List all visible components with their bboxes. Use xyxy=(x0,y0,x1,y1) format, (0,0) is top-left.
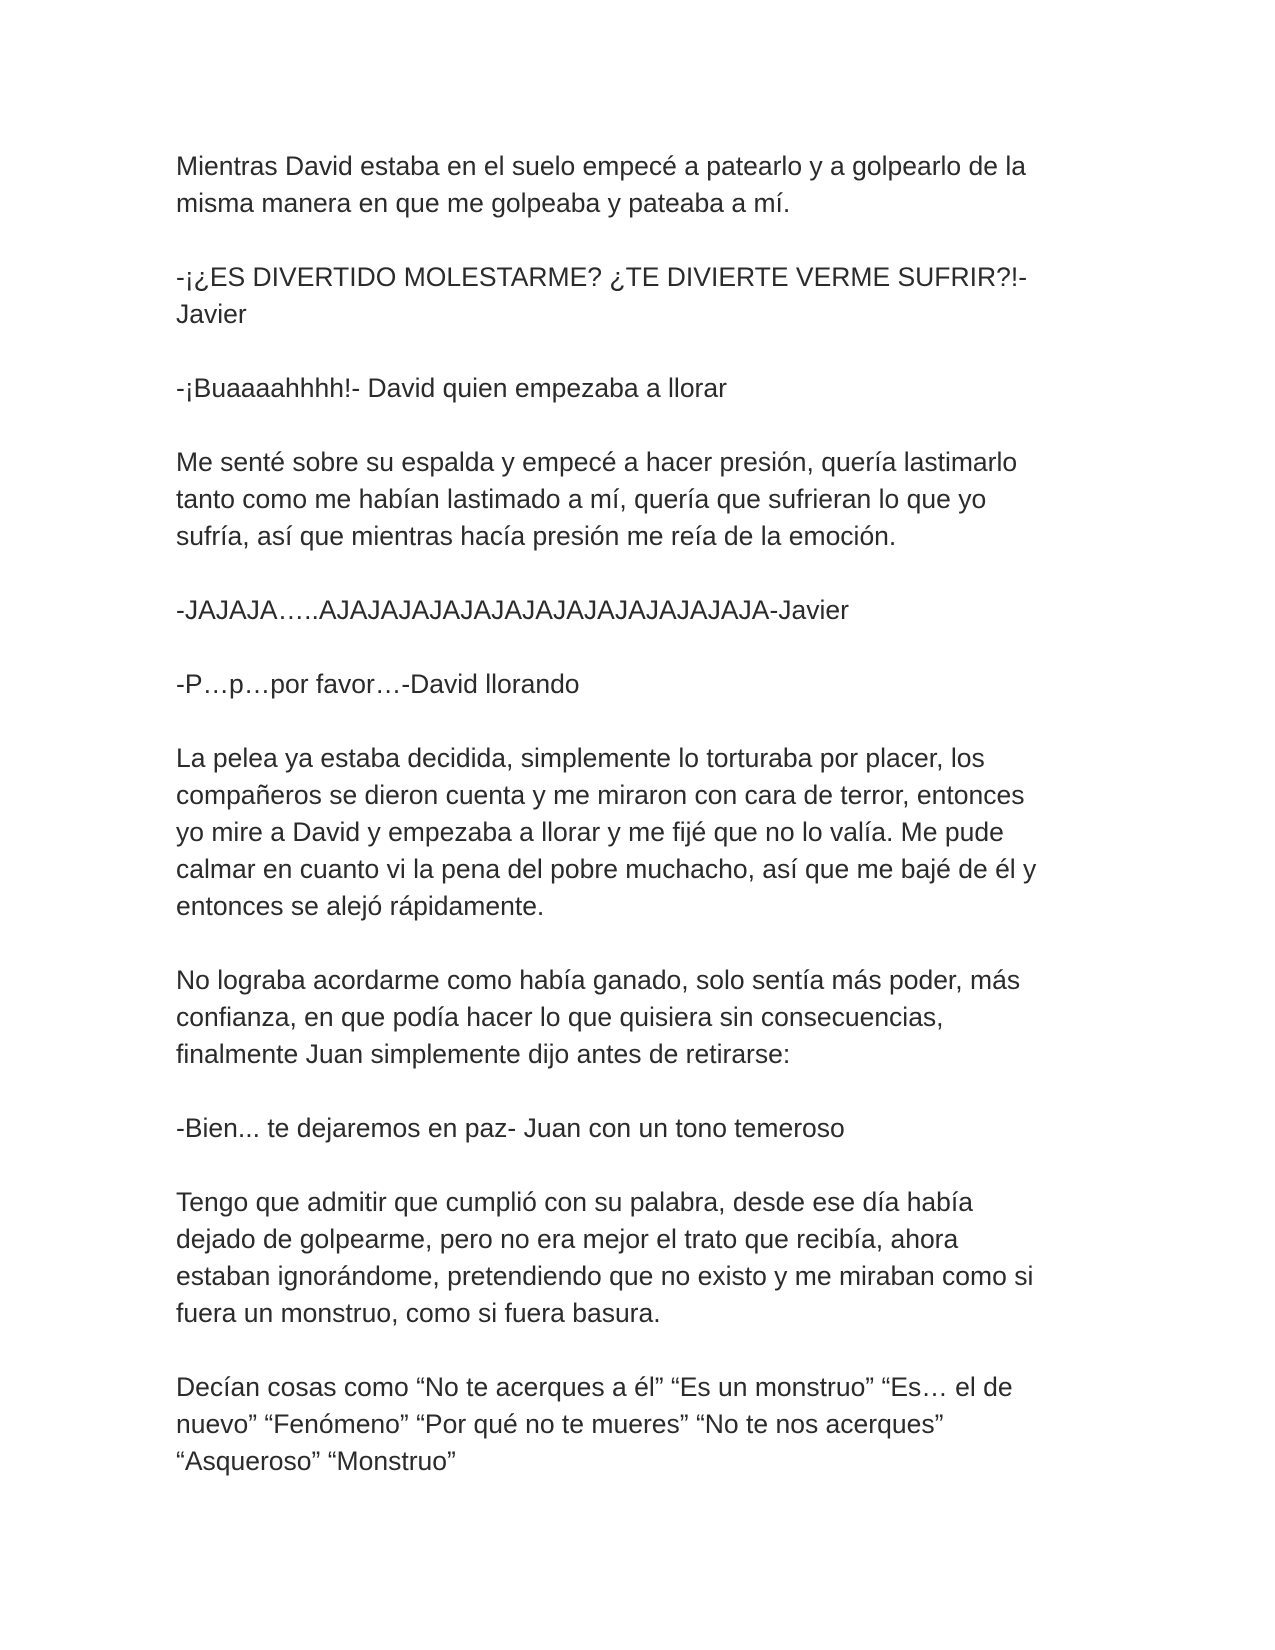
text-line: -¡Buaaaahhhh!- David quien empezaba a llorar xyxy=(176,373,727,403)
text-line: “Asqueroso” “Monstruo” xyxy=(176,1446,456,1476)
text-line: calmar en cuanto vi la pena del pobre muchacho, así que me bajé de él y xyxy=(176,854,1037,884)
text-line: Mientras David estaba en el suelo empecé a patearlo y a golpearlo de la xyxy=(176,151,1026,181)
text-line: yo mire a David y empezaba a llorar y me fijé que no lo valía. Me pude xyxy=(176,817,1004,847)
text-line: Me senté sobre su espalda y empecé a hacer presión, quería lastimarlo xyxy=(176,447,1018,477)
paragraph-9 xyxy=(176,1110,1106,1147)
paragraph-2 xyxy=(176,259,1106,333)
text-line: nuevo” “Fenómeno” “Por qué no te mueres” “No te nos acerques” xyxy=(176,1409,944,1439)
text-line: No lograba acordarme como había ganado, solo sentía más poder, más xyxy=(176,965,1021,995)
text-line: estaban ignorándome, pretendiendo que no existo y me miraban como si xyxy=(176,1261,1034,1291)
text-line: Javier xyxy=(176,299,247,329)
text-line: -P…p…por favor…-David llorando xyxy=(176,669,580,699)
paragraph-10 xyxy=(176,1184,1106,1332)
paragraph-11 xyxy=(176,1369,1106,1480)
paragraph-8 xyxy=(176,962,1106,1073)
document-body xyxy=(176,148,1106,1517)
text-line: -¡¿ES DIVERTIDO MOLESTARME? ¿TE DIVIERTE VERME SUFRIR?!- xyxy=(176,262,1028,292)
text-line: sufría, así que mientras hacía presión me reía de la emoción. xyxy=(176,521,897,551)
text-line: confianza, en que podía hacer lo que quisiera sin consecuencias, xyxy=(176,1002,944,1032)
text-line: Decían cosas como “No te acerques a él” “Es un monstruo” “Es… el de xyxy=(176,1372,1013,1402)
text-line: dejado de golpearme, pero no era mejor el trato que recibía, ahora xyxy=(176,1224,959,1254)
paragraph-6 xyxy=(176,666,1106,703)
paragraph-5 xyxy=(176,592,1106,629)
text-line: -JAJAJA…..AJAJAJAJAJAJAJAJAJAJAJAJAJAJA-Javier xyxy=(176,595,849,625)
text-line: fuera un monstruo, como si fuera basura. xyxy=(176,1298,661,1328)
paragraph-7 xyxy=(176,740,1106,925)
text-line: entonces se alejó rápidamente. xyxy=(176,891,545,921)
text-line: -Bien... te dejaremos en paz- Juan con un tono temeroso xyxy=(176,1113,845,1143)
text-line: finalmente Juan simplemente dijo antes de retirarse: xyxy=(176,1039,791,1069)
paragraph-3 xyxy=(176,370,1106,407)
text-line: compañeros se dieron cuenta y me miraron con cara de terror, entonces xyxy=(176,780,1025,810)
paragraph-4 xyxy=(176,444,1106,555)
text-line: Tengo que admitir que cumplió con su palabra, desde ese día había xyxy=(176,1187,974,1217)
paragraph-1 xyxy=(176,148,1106,222)
text-line: tanto como me habían lastimado a mí, quería que sufrieran lo que yo xyxy=(176,484,987,514)
text-line: La pelea ya estaba decidida, simplemente lo torturaba por placer, los xyxy=(176,743,985,773)
text-line: misma manera en que me golpeaba y pateaba a mí. xyxy=(176,188,791,218)
